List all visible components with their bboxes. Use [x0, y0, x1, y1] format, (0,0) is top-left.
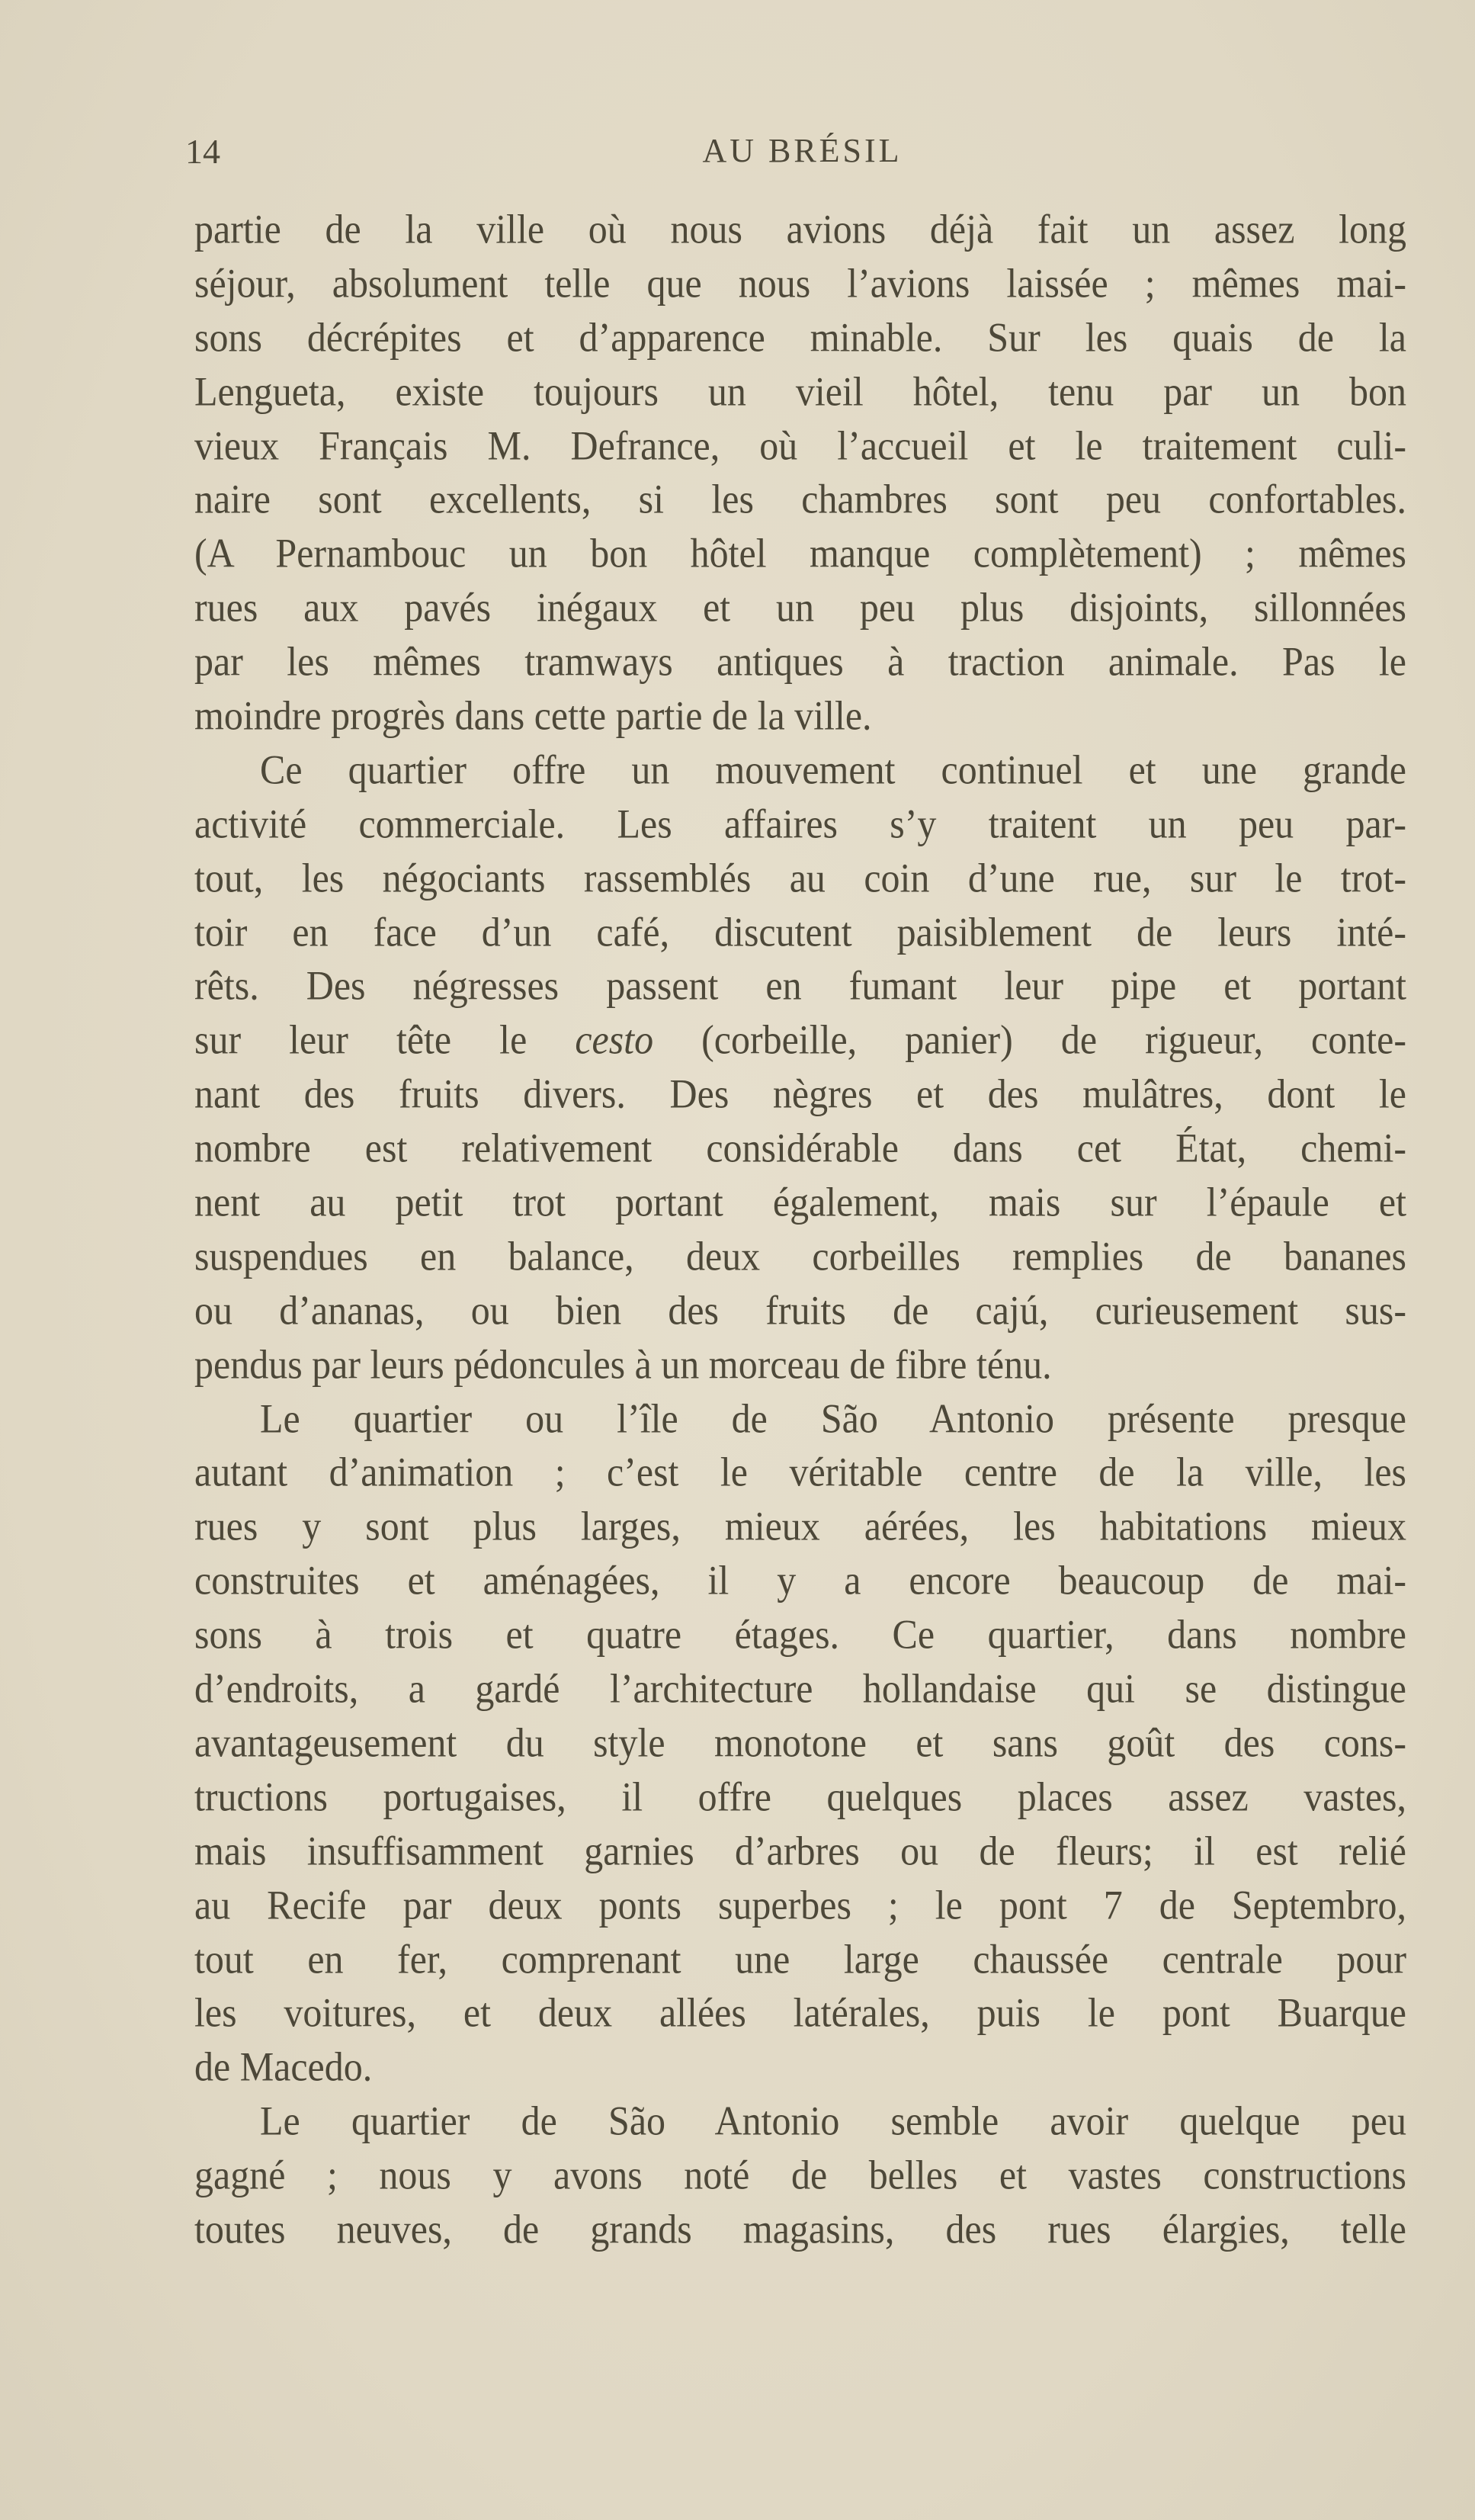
text-line-content: gagné ; nous y avons noté de belles et vastes constructions [194, 2151, 1406, 2198]
text-line-content: rues aux pavés inégaux et un peu plus disjoints, sillonnées [194, 583, 1406, 631]
text-line-content: Le quartier de São Antonio semble avoir quelque peu [260, 2097, 1406, 2144]
text-line-content: nombre est relativement considérable dans cet État, chemi- [194, 1124, 1406, 1171]
text-line [194, 1605, 1406, 1664]
text-line [194, 1876, 1406, 1934]
text-line-content: séjour, absolument telle que nous l’avions laissée ; mêmes mai- [194, 259, 1406, 307]
text-line [194, 1659, 1406, 1718]
text-line-content: pendus par leurs pédoncules à un morceau de fibre ténu. [194, 1340, 1052, 1387]
text-line [194, 1822, 1406, 1880]
text-line-content: avantageusement du style monotone et sans goût des cons- [194, 1719, 1406, 1766]
text-line-content: tout en fer, comprenant une large chaussée centrale pour [194, 1935, 1406, 1982]
body-text [194, 202, 1406, 2256]
text-line [194, 1064, 1406, 1123]
text-line-content: toutes neuves, de grands magasins, des rues élargies, telle [194, 2205, 1406, 2252]
text-line [194, 2091, 1406, 2150]
text-line [194, 1119, 1406, 1177]
text-line-content: mais insuffisamment garnies d’arbres ou de fleurs; il est relié [194, 1827, 1406, 1873]
text-line [194, 1173, 1406, 1231]
text-line-content: Ce quartier offre un mouvement continuel et une grande [260, 746, 1406, 793]
text-line [194, 795, 1406, 853]
text-line-content: au Recife par deux ponts superbes ; le pont 7 de Septembro, [194, 1881, 1406, 1928]
text-line-content: construites et aménagées, il y a encore beaucoup de mai- [194, 1556, 1406, 1603]
text-line-content: nent au petit trot portant également, mais sur l’épaule et [194, 1178, 1406, 1225]
text-line [194, 2146, 1406, 2204]
text-line [194, 1389, 1406, 1448]
running-title: AU BRÉSIL [702, 132, 903, 169]
text-line [194, 1281, 1406, 1340]
text-line-content: nant des fruits divers. Des nègres et des mulâtres, dont le [194, 1070, 1406, 1117]
text-line [194, 2200, 1406, 2258]
text-line [194, 470, 1406, 529]
text-line-content: sons décrépites et d’apparence minable. Sur les quais de la [194, 313, 1406, 360]
text-line-content: rues y sont plus larges, mieux aérées, les habitations mieux [194, 1503, 1406, 1549]
text-line [194, 1767, 1406, 1826]
text-line-content: sons à trois et quatre étages. Ce quartier, dans nombre [194, 1610, 1406, 1658]
text-line [194, 1984, 1406, 2043]
text-line [194, 254, 1406, 313]
text-line [194, 1930, 1406, 1989]
text-line-content: toir en face d’un café, discutent paisiblement de leurs inté- [194, 908, 1406, 955]
text-line [194, 849, 1406, 907]
text-line-content: activité commerciale. Les affaires s’y traitent un peu par- [194, 800, 1406, 847]
text-line-content: rêts. Des négresses passent en fumant leur pipe et portant [194, 962, 1406, 1009]
text-line-content: Lengueta, existe toujours un vieil hôtel, tenu par un bon [194, 368, 1406, 414]
text-line [194, 362, 1406, 421]
text-line-content: (corbeille, panier) de rigueur, conte- [653, 1016, 1406, 1063]
text-line-content: (A Pernambouc un bon hôtel manque complètement) ; mêmes [194, 530, 1406, 576]
text-line-content: par les mêmes tramways antiques à traction animale. Pas le [194, 637, 1406, 685]
text-line [194, 2037, 1406, 2096]
text-line-content: tructions portugaises, il offre quelques places assez vastes, [194, 1773, 1406, 1820]
text-line [194, 1551, 1406, 1610]
text-line-content: les voitures, et deux allées latérales, puis le pont Buarque [194, 1989, 1406, 2036]
text-line-content: moindre progrès dans cette partie de la ville. [194, 692, 872, 739]
text-line [194, 903, 1406, 961]
text-line-content: d’endroits, a gardé l’architecture hollandaise qui se distingue [194, 1664, 1406, 1712]
page-number: 14 [185, 132, 220, 171]
text-line [194, 578, 1406, 637]
text-line [194, 1498, 1406, 1556]
text-line [194, 740, 1406, 799]
text-line-content: vieux Français M. Defrance, où l’accueil et le traitement culi- [194, 422, 1406, 468]
text-line [194, 416, 1406, 475]
text-line-content: de Macedo. [194, 2043, 373, 2090]
italic-term: cesto [575, 1016, 654, 1063]
text-line [194, 1227, 1406, 1286]
text-line [194, 1011, 1406, 1070]
text-line-content: partie de la ville où nous avions déjà fait un assez long [194, 205, 1406, 252]
text-line [194, 686, 1406, 745]
text-line [194, 200, 1406, 258]
text-line-content: tout, les négociants rassemblés au coin d’une rue, sur le trot- [194, 854, 1406, 900]
text-line [194, 1335, 1406, 1394]
text-line-content: ou d’ananas, ou bien des fruits de cajú, curieusement sus- [194, 1286, 1406, 1334]
text-line [194, 308, 1406, 367]
text-line [194, 1713, 1406, 1772]
text-line-content: suspendues en balance, deux corbeilles remplies de bananes [194, 1232, 1406, 1279]
text-line [194, 1443, 1406, 1502]
text-line-content: Le quartier ou l’île de São Antonio présente presque [260, 1395, 1406, 1441]
text-line [194, 632, 1406, 691]
text-line-content: sur leur tête le [194, 1016, 576, 1063]
text-line [194, 957, 1406, 1016]
text-line-content: naire sont excellents, si les chambres sont peu confortables. [194, 476, 1406, 522]
text-line [194, 525, 1406, 583]
text-line-content: autant d’animation ; c’est le véritable centre de la ville, les [194, 1449, 1406, 1495]
